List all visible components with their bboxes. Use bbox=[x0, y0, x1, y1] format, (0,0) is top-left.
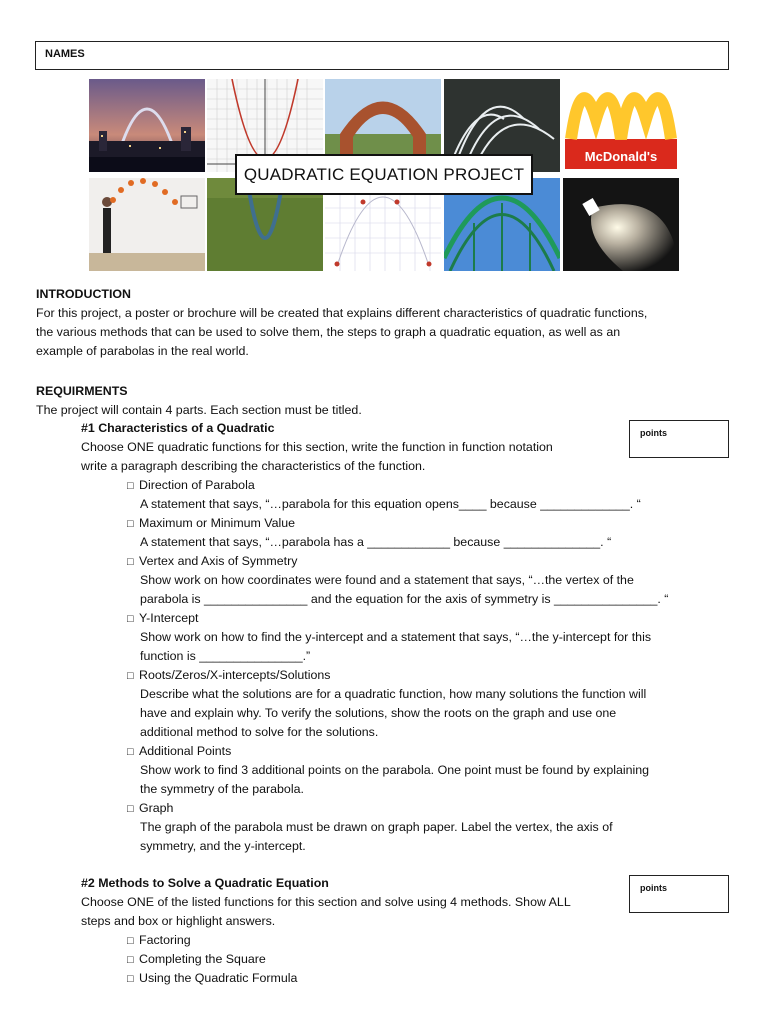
checklist-detail: Show work on how coordinates were found and a statement that says, “…the vertex of the bbox=[140, 573, 634, 587]
section1-points-box: points bbox=[629, 420, 729, 458]
checklist-detail: function is _______________.” bbox=[140, 649, 311, 663]
section2-points-box: points bbox=[629, 875, 729, 913]
project-title: QUADRATIC EQUATION PROJECT bbox=[235, 154, 533, 195]
checklist-item-additional-points: □ Additional Points bbox=[127, 742, 231, 762]
mcdonalds-logo bbox=[563, 79, 679, 172]
section1-title: #1 Characteristics of a Quadratic bbox=[81, 421, 275, 435]
requirements-line: The project will contain 4 parts. Each section must be titled. bbox=[36, 403, 362, 417]
checklist-detail: additional method to solve for the solutions. bbox=[140, 725, 379, 739]
section2-title: #2 Methods to Solve a Quadratic Equation bbox=[81, 876, 329, 890]
names-label: NAMES bbox=[45, 48, 85, 60]
basketball-photo bbox=[89, 178, 205, 271]
checklist-detail: Show work to find 3 additional points on the parabola. One point must be found by explaining bbox=[140, 763, 650, 777]
introduction-heading: INTRODUCTION bbox=[36, 287, 131, 301]
section2-desc-1: Choose ONE of the listed functions for this section and solve using 4 methods. Show ALL bbox=[81, 895, 571, 909]
section1-desc-2: write a paragraph describing the characteristics of the function. bbox=[81, 459, 426, 473]
checklist-item-y-intercept: □ Y-Intercept bbox=[127, 609, 198, 629]
method-item-factoring: □ Factoring bbox=[127, 931, 191, 951]
checklist-item-direction: □ Direction of Parabola bbox=[127, 476, 255, 496]
checklist-item-vertex: □ Vertex and Axis of Symmetry bbox=[127, 552, 297, 572]
checklist-item-roots: □ Roots/Zeros/X-intercepts/Solutions bbox=[127, 666, 330, 686]
arch-photo bbox=[89, 79, 205, 172]
method-item-quadratic-formula: □ Using the Quadratic Formula bbox=[127, 969, 297, 989]
checklist-detail: Describe what the solutions are for a quadratic function, how many solutions the function will bbox=[140, 687, 647, 701]
names-box bbox=[35, 41, 729, 70]
checklist-detail: the symmetry of the parabola. bbox=[140, 782, 304, 796]
checklist-detail: A statement that says, “…parabola has a ____________ because ______________. “ bbox=[140, 535, 612, 549]
flashlight-photo bbox=[563, 178, 679, 271]
checklist-detail: Show work on how to find the y-intercept and a statement that says, “…the y-intercept for this bbox=[140, 630, 652, 644]
mcdonalds-text: McDonald's bbox=[584, 149, 658, 164]
checklist-detail: The graph of the parabola must be drawn on graph paper. Label the vertex, the axis of bbox=[140, 820, 613, 834]
checklist-item-max-min: □ Maximum or Minimum Value bbox=[127, 514, 295, 534]
intro-line-2: the various methods that can be used to solve them, the steps to graph a quadratic equation, as well as an bbox=[36, 325, 621, 339]
checklist-detail: parabola is _______________ and the equation for the axis of symmetry is _______________. “ bbox=[140, 592, 669, 606]
intro-line-1: For this project, a poster or brochure will be created that explains different characteristics of quadratic functions, bbox=[36, 306, 648, 320]
method-item-completing-square: □ Completing the Square bbox=[127, 950, 266, 970]
checklist-detail: A statement that says, “…parabola for this equation opens____ because _____________. “ bbox=[140, 497, 641, 511]
requirements-heading: REQUIRMENTS bbox=[36, 384, 128, 398]
checklist-detail: symmetry, and the y-intercept. bbox=[140, 839, 306, 853]
section2-desc-2: steps and box or highlight answers. bbox=[81, 914, 276, 928]
section1-desc-1: Choose ONE quadratic functions for this section, write the function in function notation bbox=[81, 440, 553, 454]
checklist-detail: have and explain why. To verify the solutions, show the roots on the graph and use one bbox=[140, 706, 617, 720]
intro-line-3: example of parabolas in the real world. bbox=[36, 344, 249, 358]
checklist-item-graph: □ Graph bbox=[127, 799, 173, 819]
